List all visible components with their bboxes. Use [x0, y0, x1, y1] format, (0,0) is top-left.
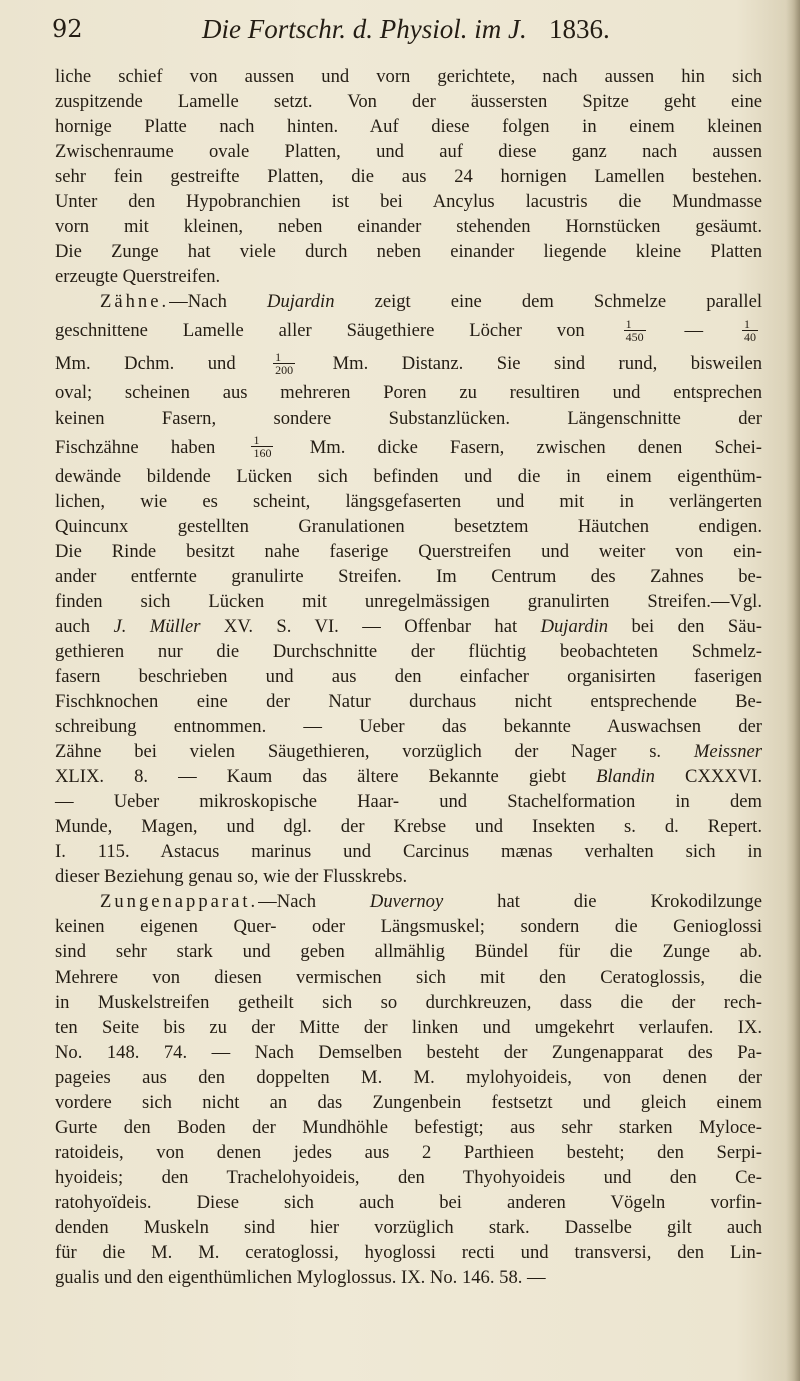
text-line — [55, 864, 762, 889]
text-run: für die M. M. ceratoglossi, hyoglossi recti und transversi, den Lin- — [55, 1242, 762, 1264]
text-line — [55, 214, 762, 239]
page-number: 92 — [52, 15, 83, 43]
text-run: No. 148. 74. — Nach Demselben besteht der Zungenapparat des Pa- — [55, 1041, 762, 1063]
text-line — [55, 1040, 762, 1065]
text-line — [55, 289, 762, 314]
text-run: gualis und den eigenthümlichen Myloglossus. IX. No. 146. 58. — — [55, 1267, 546, 1289]
text-run: Die Zunge hat viele durch neben einander liegende kleine Platten — [55, 241, 762, 263]
text-run: denden Muskeln sind hier vorzüglich stark. Dasselbe gilt auch — [55, 1216, 762, 1238]
fraction-numerator: 1 — [624, 318, 646, 331]
text-line — [55, 839, 762, 864]
text-run: ratohyoïdeis. Diese sich auch bei anderen Vögeln vorfin- — [55, 1191, 762, 1213]
text-run: ten Seite bis zu der Mitte der linken und umgekehrt verlaufen. IX. — [55, 1016, 762, 1038]
text-run: — Ueber mikroskopische Haar- und Stachelformation in dem — [55, 791, 762, 813]
text-run: Munde, Magen, und dgl. der Krebse und Insekten s. d. Repert. — [55, 816, 762, 838]
text-line — [55, 489, 762, 514]
text-run: Zähne bei vielen Säugethieren, vorzüglich der Nager s. — [55, 741, 694, 763]
text-line — [55, 314, 762, 347]
text-run: XV. S. VI. — Offenbar hat — [200, 615, 541, 637]
author-name: Blandin — [596, 766, 655, 788]
fraction-numerator: 1 — [273, 351, 295, 364]
text-run: liche schief von aussen und vorn gerichtete, nach aussen hin sich — [55, 66, 762, 87]
author-name: Meissner — [693, 741, 762, 763]
text-run: Mehrere von diesen vermischen sich mit den Ceratoglossis, die — [55, 966, 762, 988]
text-run: CXXXVI. — [654, 766, 762, 788]
fraction — [273, 351, 295, 376]
text-line — [55, 406, 762, 431]
section-heading: Zungenapparat. — [100, 891, 259, 913]
fraction-denominator: 40 — [744, 329, 756, 344]
section-heading: Zähne. — [100, 291, 170, 313]
running-title-year: 1836. — [549, 14, 610, 44]
text-run: keinen eigenen Quer- oder Längsmuskel; sondern die Genioglossi — [55, 916, 762, 938]
text-run: bei den Säu- — [608, 615, 762, 637]
text-run: sehr fein gestreifte Platten, die aus 24 hornigen Lamellen bestehen. — [55, 166, 762, 188]
page-edge-shadow — [786, 0, 800, 1381]
text-line — [55, 64, 762, 89]
text-run: geschnittene Lamelle aller Säugethiere Löcher von — [55, 320, 620, 342]
text-run: XLIX. 8. — Kaum das ältere Bekannte giebt — [55, 766, 597, 788]
text-run: hyoideis; den Trachelohyoideis, den Thyohyoideis und den Ce- — [55, 1166, 762, 1188]
text-run: schreibung entnommen. — Ueber das bekannte Auswachsen der — [55, 716, 762, 738]
text-line — [55, 114, 762, 139]
text-line — [55, 431, 762, 464]
text-line — [55, 889, 762, 914]
text-run: hat die Krokodilzunge — [443, 891, 762, 913]
text-line — [55, 639, 762, 664]
text-line — [55, 939, 762, 964]
text-run: vorn mit kleinen, neben einander stehenden Hornstücken gesäumt. — [55, 216, 762, 238]
text-run: Unter den Hypobranchien ist bei Ancylus lacustris die Mundmasse — [55, 191, 762, 213]
text-run: finden sich Lücken mit unregelmässigen granulirten Streifen.—Vgl. — [55, 590, 762, 612]
fraction-numerator: 1 — [742, 318, 758, 331]
text-line — [55, 664, 762, 689]
text-run: gethieren nur die Durchschnitte der flüchtig beobachteten Schmelz- — [55, 640, 762, 662]
text-run: auch — [55, 615, 114, 637]
text-run: Mm. Distanz. Sie sind rund, bisweilen — [299, 353, 762, 375]
text-run: lichen, wie es scheint, längsgefaserten und mit in verlängerten — [55, 490, 762, 512]
text-run: Zwischenraume ovale Platten, und auf diese ganz nach aussen — [55, 141, 762, 163]
text-line — [55, 1190, 762, 1215]
text-line — [55, 264, 762, 289]
text-line — [55, 589, 762, 614]
text-line — [55, 564, 762, 589]
fraction-denominator: 450 — [625, 329, 644, 344]
text-run: dieser Beziehung genau so, wie der Flusskrebs. — [55, 866, 408, 888]
text-run: pageies aus den doppelten M. M. mylohyoideis, von denen der — [55, 1066, 762, 1088]
text-run: Quincunx gestellten Granulationen besetztem Häutchen endigen. — [55, 515, 762, 537]
text-line — [55, 1240, 762, 1265]
text-line — [55, 139, 762, 164]
text-run: hornige Platte nach hinten. Auf diese folgen in einem kleinen — [55, 116, 762, 138]
text-run: keinen Fasern, sondere Substanzlücken. Längenschnitte der — [55, 407, 762, 429]
text-line — [55, 689, 762, 714]
page-header — [52, 6, 762, 52]
text-run: zeigt eine dem Schmelze parallel — [334, 291, 762, 313]
text-line — [55, 464, 762, 489]
text-line — [55, 990, 762, 1015]
text-run: in Muskelstreifen getheilt sich so durchkreuzen, dass die der rech- — [55, 991, 762, 1013]
text-line — [55, 1140, 762, 1165]
text-run: — — [649, 320, 738, 342]
author-name: J. Müller — [113, 615, 201, 637]
text-run: Mm. Dchm. und — [55, 353, 270, 375]
text-line — [55, 347, 762, 380]
fraction-denominator: 160 — [253, 445, 272, 460]
fraction — [624, 318, 646, 343]
author-name: Dujardin — [540, 615, 609, 637]
text-line — [55, 1090, 762, 1115]
text-run: sind sehr stark und geben allmählig Bündel für die Zunge ab. — [55, 941, 762, 963]
running-title: Die Fortschr. d. Physiol. im J. — [202, 14, 527, 44]
text-line — [55, 189, 762, 214]
text-run: ratoideis, von denen jedes aus 2 Parthieen besteht; den Serpi- — [55, 1141, 762, 1163]
text-run: zuspitzende Lamelle setzt. Von der äussersten Spitze geht eine — [55, 91, 762, 113]
fraction-numerator: 1 — [251, 434, 273, 447]
text-run: vordere sich nicht an das Zungenbein festsetzt und gleich einem — [55, 1091, 762, 1113]
text-run: Fischknochen eine der Natur durchaus nicht entsprechende Be- — [55, 690, 762, 712]
author-name: Dujardin — [267, 291, 335, 313]
text-line — [55, 1115, 762, 1140]
author-name: Duvernoy — [369, 891, 444, 913]
fraction — [742, 318, 758, 343]
text-line — [55, 714, 762, 739]
fraction — [251, 434, 273, 459]
text-run: erzeugte Querstreifen. — [55, 266, 221, 288]
text-run: I. 115. Astacus marinus und Carcinus mænas verhalten sich in — [55, 841, 762, 863]
text-line — [55, 89, 762, 114]
text-run: —Nach — [258, 891, 370, 913]
text-run: Gurte den Boden der Mundhöhle befestigt; aus sehr starken Myloce- — [55, 1116, 762, 1138]
text-line — [55, 789, 762, 814]
text-line — [55, 764, 762, 789]
text-line — [55, 1065, 762, 1090]
text-line — [55, 514, 762, 539]
text-run: ander entfernte granulirte Streifen. Im Centrum des Zahnes be- — [55, 565, 762, 587]
text-run: Mm. dicke Fasern, zwischen denen Schei- — [277, 436, 762, 458]
text-run: fasern beschrieben und aus den einfacher organisirten faserigen — [55, 665, 762, 687]
text-line — [55, 239, 762, 264]
text-line — [55, 739, 762, 764]
text-line — [55, 539, 762, 564]
fraction-denominator: 200 — [275, 362, 294, 377]
text-line — [55, 1165, 762, 1190]
text-run: Fischzähne haben — [55, 436, 248, 458]
text-line — [55, 1015, 762, 1040]
text-run: Die Rinde besitzt nahe faserige Querstreifen und weiter von ein- — [55, 540, 762, 562]
text-line — [55, 1215, 762, 1240]
text-run: —Nach — [169, 291, 268, 313]
text-line — [55, 614, 762, 639]
text-line — [55, 380, 762, 405]
text-line — [55, 1265, 762, 1290]
text-run: dewände bildende Lücken sich befinden und die in einem eigenthüm- — [55, 465, 762, 487]
text-line — [55, 814, 762, 839]
text-run: oval; scheinen aus mehreren Poren zu resultiren und entsprechen — [55, 382, 762, 404]
text-line — [55, 965, 762, 990]
text-line — [55, 164, 762, 189]
text-line — [55, 914, 762, 939]
body-text — [55, 64, 762, 1290]
